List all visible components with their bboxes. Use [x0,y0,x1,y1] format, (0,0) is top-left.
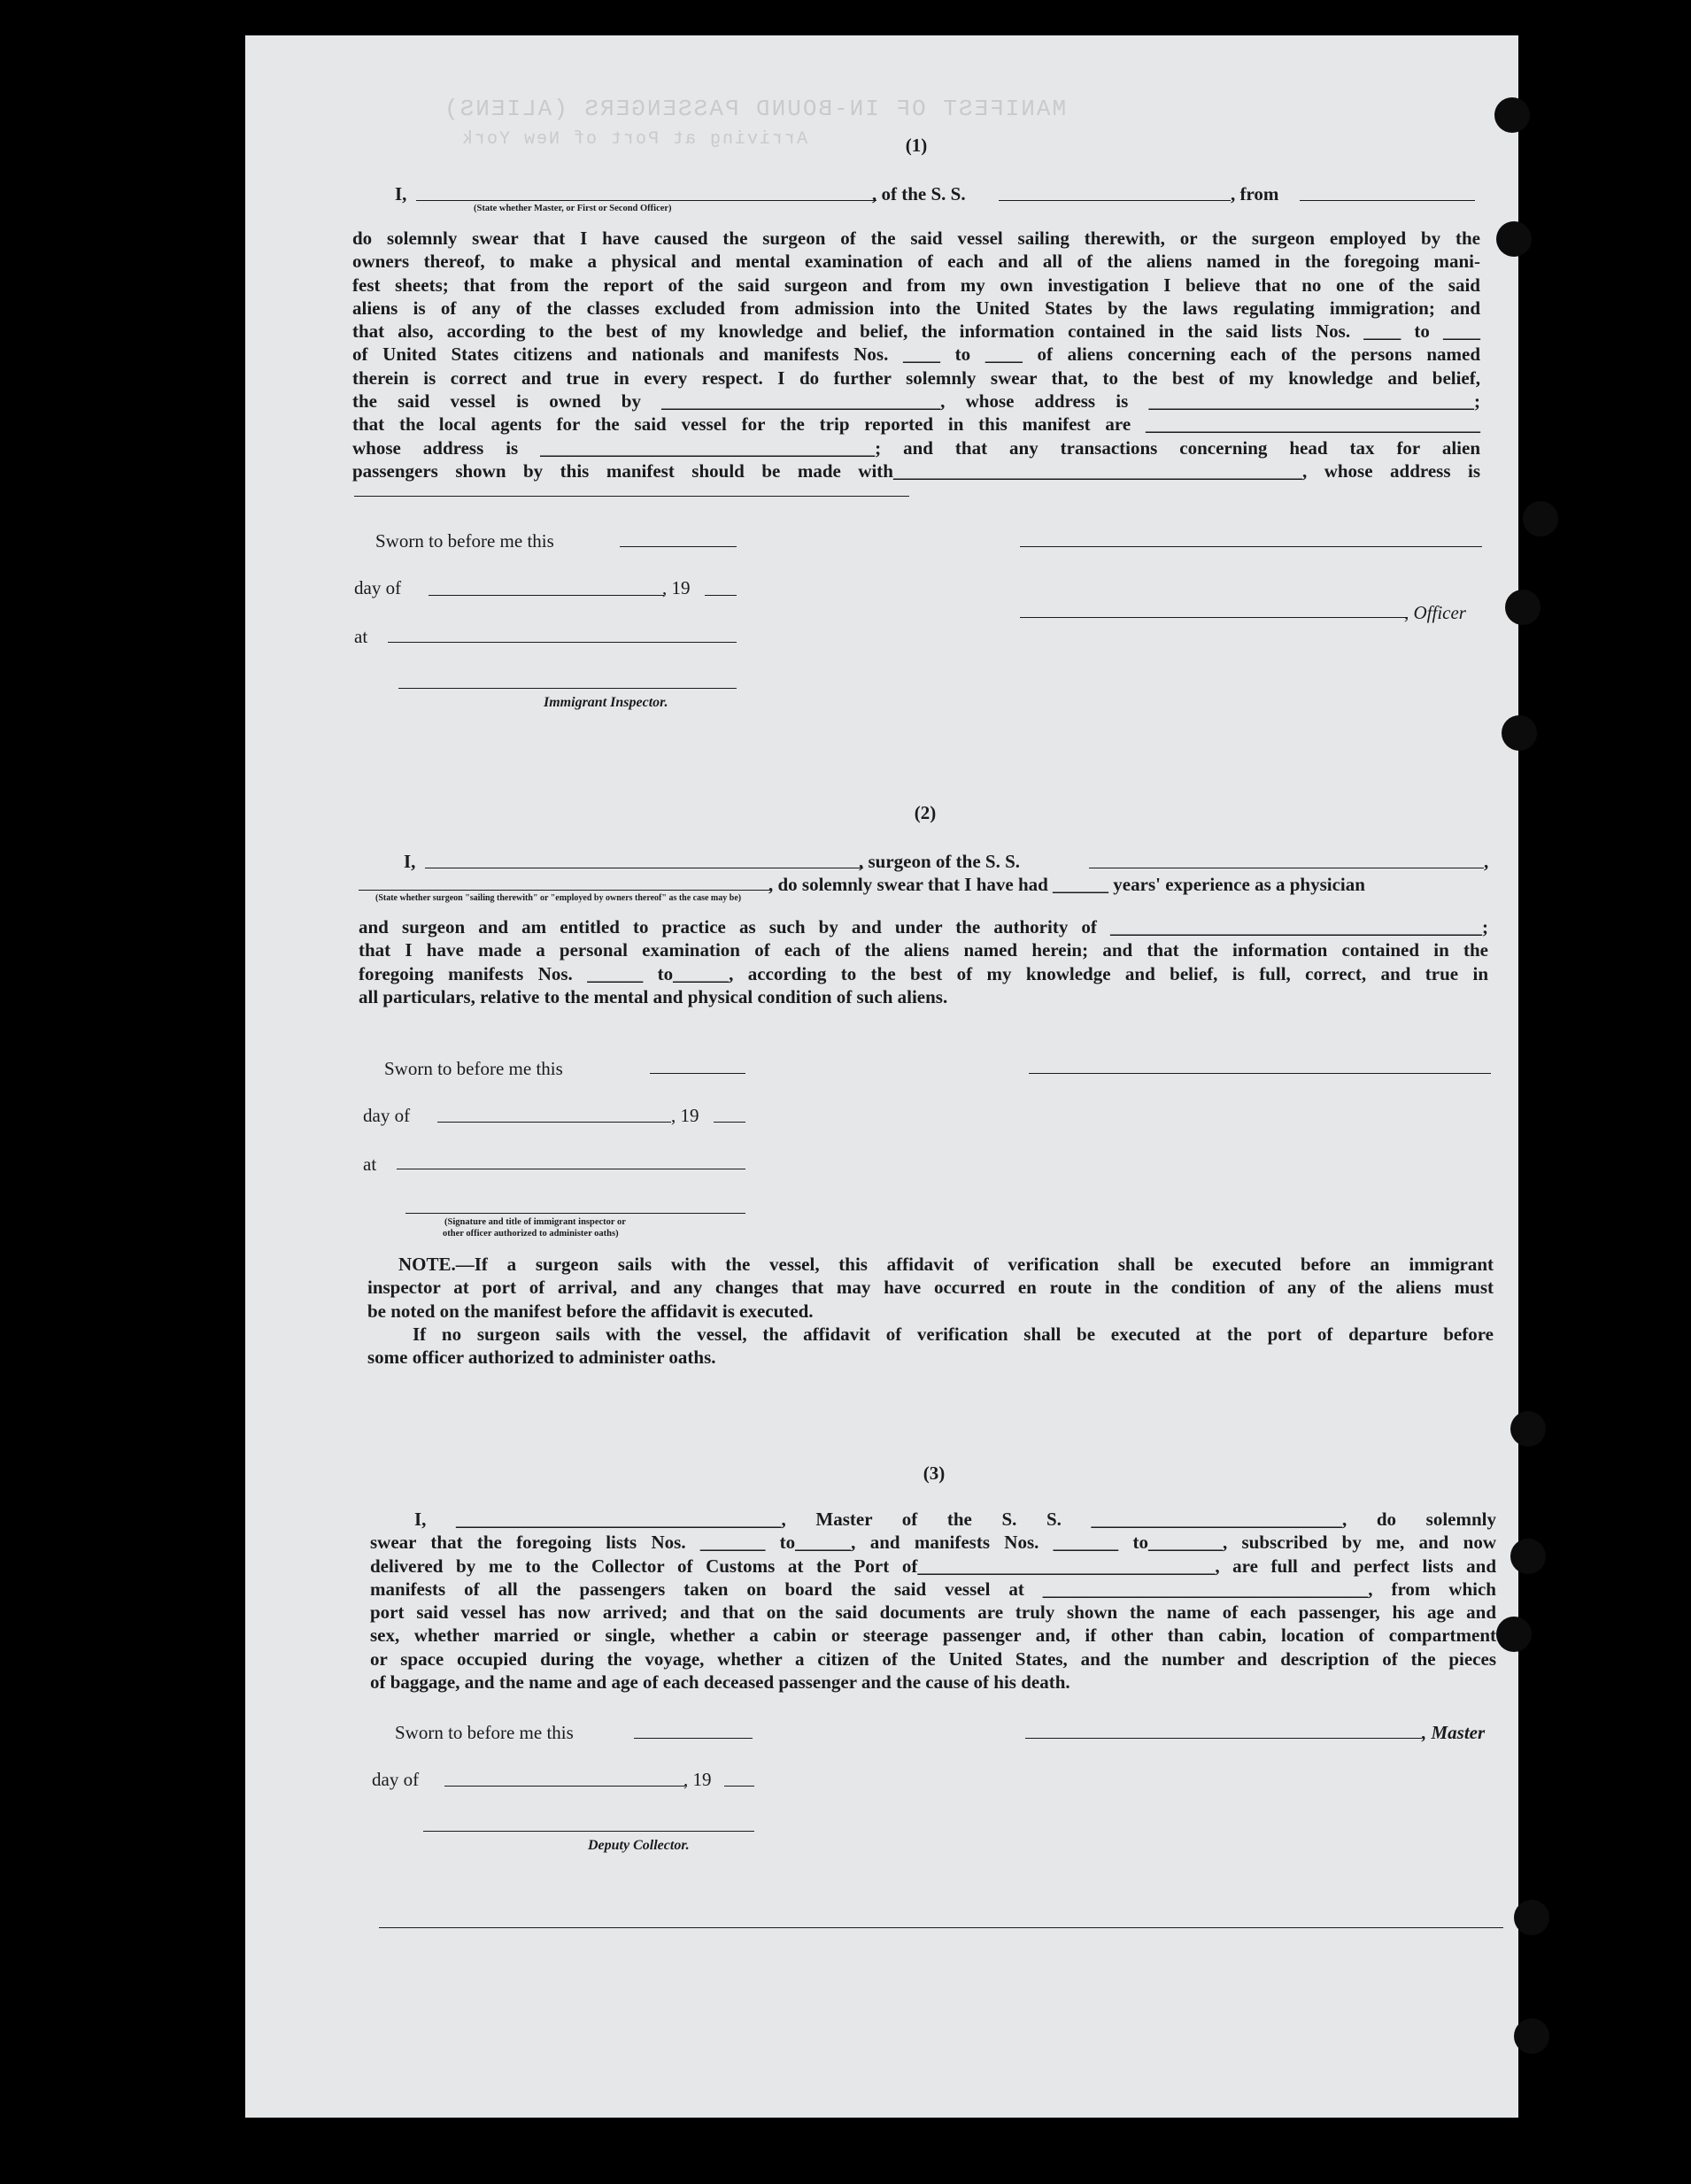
section2-sig-caption-1: (Signature and title of immigrant inspector or [444,1217,626,1227]
section2-surgeon-status-field[interactable] [359,890,770,891]
section2-day-of-label: day of [363,1105,411,1126]
note-line: be noted on the manifest before the affidavit is executed. [367,1300,814,1322]
section3-line: of baggage, and the name and age of each deceased passenger and the cause of his death. [370,1671,1070,1694]
note-line: inspector at port of arrival, and any changes that may have occurred en route in the condition of any of the aliens must [367,1277,1494,1299]
section1-year-field[interactable] [705,595,737,596]
section2-line: foregoing manifests Nos. ______ to______, according to the best of my knowledge and belief, is full, correct, and true in [359,962,1488,984]
bleed-through-subheader: Arriving at Port of New York [460,129,808,150]
punch-hole [1510,1411,1546,1447]
punch-hole [1510,1539,1546,1574]
section1-line: passengers shown by this manifest should be made with____________________________________________, whose address is [352,459,1480,482]
section1-line: that the local agents for the said vessel for the trip reported in this manifest are ____________________________________ [352,413,1480,436]
section3-year-label: , 19 [683,1769,712,1790]
section1-at-label: at [354,626,368,647]
section2-day-of-field[interactable] [437,1122,671,1123]
section1-inspector-sign-line[interactable] [398,688,737,689]
section1-year-label: , 19 [662,577,691,598]
section3-line: sex, whether married or single, whether a cabin or steerage passenger and, if other than cabin, location of compartment [370,1624,1496,1647]
section3-sworn-date-field[interactable] [634,1738,753,1739]
section2-heading: (2) [914,802,937,823]
section2-signature-line[interactable] [1029,1073,1491,1074]
section1-officer-label: , Officer [1404,602,1466,623]
section3-year-field[interactable] [724,1786,754,1787]
section1-inspector-label: Immigrant Inspector. [544,695,668,710]
section1-line: do solemnly swear that I have caused the surgeon of the said vessel sailing therewith, or the surgeon employed by the [352,228,1480,249]
punch-hole [1514,1900,1549,1935]
section1-signature-line[interactable] [1020,546,1482,547]
note-line: some officer authorized to administer oaths. [367,1347,716,1369]
section2-note [367,1253,1494,1369]
punch-hole [1502,715,1537,751]
punch-hole [1505,590,1540,625]
section3-line: I, ___________________________________, Master of the S. S. ___________________________, do solemnly [414,1509,1496,1530]
section3-line: manifests of all the passengers taken on board the said vessel at ___________________________________, from which [370,1578,1496,1600]
section3-master-sign-line[interactable] [1025,1738,1422,1739]
bleed-through-header: MANIFEST OF IN-BOUND PASSENGERS (ALIENS) [443,96,1067,122]
section1-address-continuation-line[interactable] [354,496,909,497]
section3-master-label: , Master [1422,1722,1486,1743]
punch-hole [1494,97,1530,133]
section2-year-label: , 19 [671,1105,699,1126]
punch-hole [1496,1617,1532,1652]
section1-from-label: , from [1231,183,1279,205]
section3-line: delivered by me to the Collector of Customs at the Port of________________________________, are full and perfect lists and [370,1555,1496,1577]
section3-deputy-label: Deputy Collector. [588,1838,690,1853]
section3-heading: (3) [923,1462,946,1484]
punch-hole [1496,221,1532,257]
section2-sig-caption-2: other officer authorized to administer oaths) [443,1229,619,1239]
note-line: If no surgeon sails with the vessel, the affidavit of verification shall be executed at the port of departure before [413,1323,1494,1345]
section1-line: of United States citizens and nationals and manifests Nos. ____ to ____ of aliens concerning each of the persons named [352,343,1480,366]
section2-at-label: at [363,1154,377,1175]
section2-i-label: I, [404,851,416,872]
section1-line: the said vessel is owned by ______________________________, whose address is ___________________________________; [352,390,1480,413]
section1-day-of-label: day of [354,577,402,598]
section2-status-caption: (State whether surgeon "sailing therewith" or "employed by owners thereof" as the case may be) [375,893,742,903]
section2-comma: , [1484,851,1489,872]
section2-sworn-label: Sworn to before me this [384,1058,563,1079]
section2-year-field[interactable] [714,1122,745,1123]
section1-line: whose address is ____________________________________; and that any transactions concerning head tax for alien [352,436,1480,459]
section1-officer-title-field[interactable] [416,200,876,201]
section2-surgeon-of-label: , surgeon of the S. S. [859,851,1021,872]
punch-hole [1523,501,1558,536]
section2-line: and surgeon and am entitled to practice as such by and under the authority of ________________________________________; [359,916,1488,938]
section1-line: therein is correct and true in every respect. I do further solemnly swear that, to the best of my knowledge and belief, [352,367,1480,389]
section3-day-of-field[interactable] [444,1786,685,1787]
section1-ship-name-field[interactable] [999,200,1231,201]
section3-day-of-label: day of [372,1769,420,1790]
section2-sworn-date-field[interactable] [650,1073,745,1074]
section1-heading: (1) [905,135,928,156]
section1-oath-text [352,227,1480,482]
section2-line: all particulars, relative to the mental and physical condition of such aliens. [359,985,948,1007]
section3-line: port said vessel has now arrived; and that on the said documents are truly shown the name of each passenger, his age and [370,1601,1496,1624]
section3-line: swear that the foregoing lists Nos. _______ to______, and manifests Nos. _______ to________, subscribed by me, and now [370,1532,1496,1554]
section1-officer-sign-line[interactable] [1020,617,1408,618]
section3-deputy-sign-line[interactable] [423,1831,754,1832]
section1-title-caption: (State whether Master, or First or Second Officer) [474,204,672,213]
section1-line: fest sheets; that from the report of the said surgeon and from my own investigation I believe that no one of the said [352,274,1480,296]
section1-line: owners thereof, to make a physical and mental examination of each and all of the aliens named in the foregoing mani- [352,251,1480,273]
section2-line: that I have made a personal examination of each of the aliens named herein; and that the information contained in the [359,939,1488,961]
section2-oath-text [359,915,1488,1008]
section3-sworn-label: Sworn to before me this [395,1722,574,1743]
section1-of-ss-label: , of the S. S. [872,183,966,205]
section1-sworn-label: Sworn to before me this [375,530,554,552]
section2-inspector-sign-line[interactable] [405,1213,745,1214]
section1-from-port-field[interactable] [1300,200,1475,201]
section1-i-label: I, [395,183,407,205]
punch-hole [1514,2018,1549,2054]
section1-day-of-field[interactable] [429,595,664,596]
section3-oath-text [370,1508,1496,1694]
section3-line: or space occupied during the voyage, whether a citizen of the United States, and the number and description of the pieces [370,1648,1496,1670]
section1-line: that also, according to the best of my knowledge and belief, the information contained in the said lists Nos. ____ to ____ [352,320,1480,343]
section1-sworn-date-field[interactable] [620,546,737,547]
section1-at-field[interactable] [388,642,737,643]
bottom-rule [379,1927,1503,1928]
section1-line: aliens is of any of the classes excluded from admission into the United States by the laws regulating immigration; and [352,297,1480,319]
note-line: NOTE.—If a surgeon sails with the vessel, this affidavit of verification shall be executed before an immigrant [398,1254,1494,1275]
section2-line2: , do solemnly swear that I have had ______ years' experience as a physician [768,874,1365,895]
